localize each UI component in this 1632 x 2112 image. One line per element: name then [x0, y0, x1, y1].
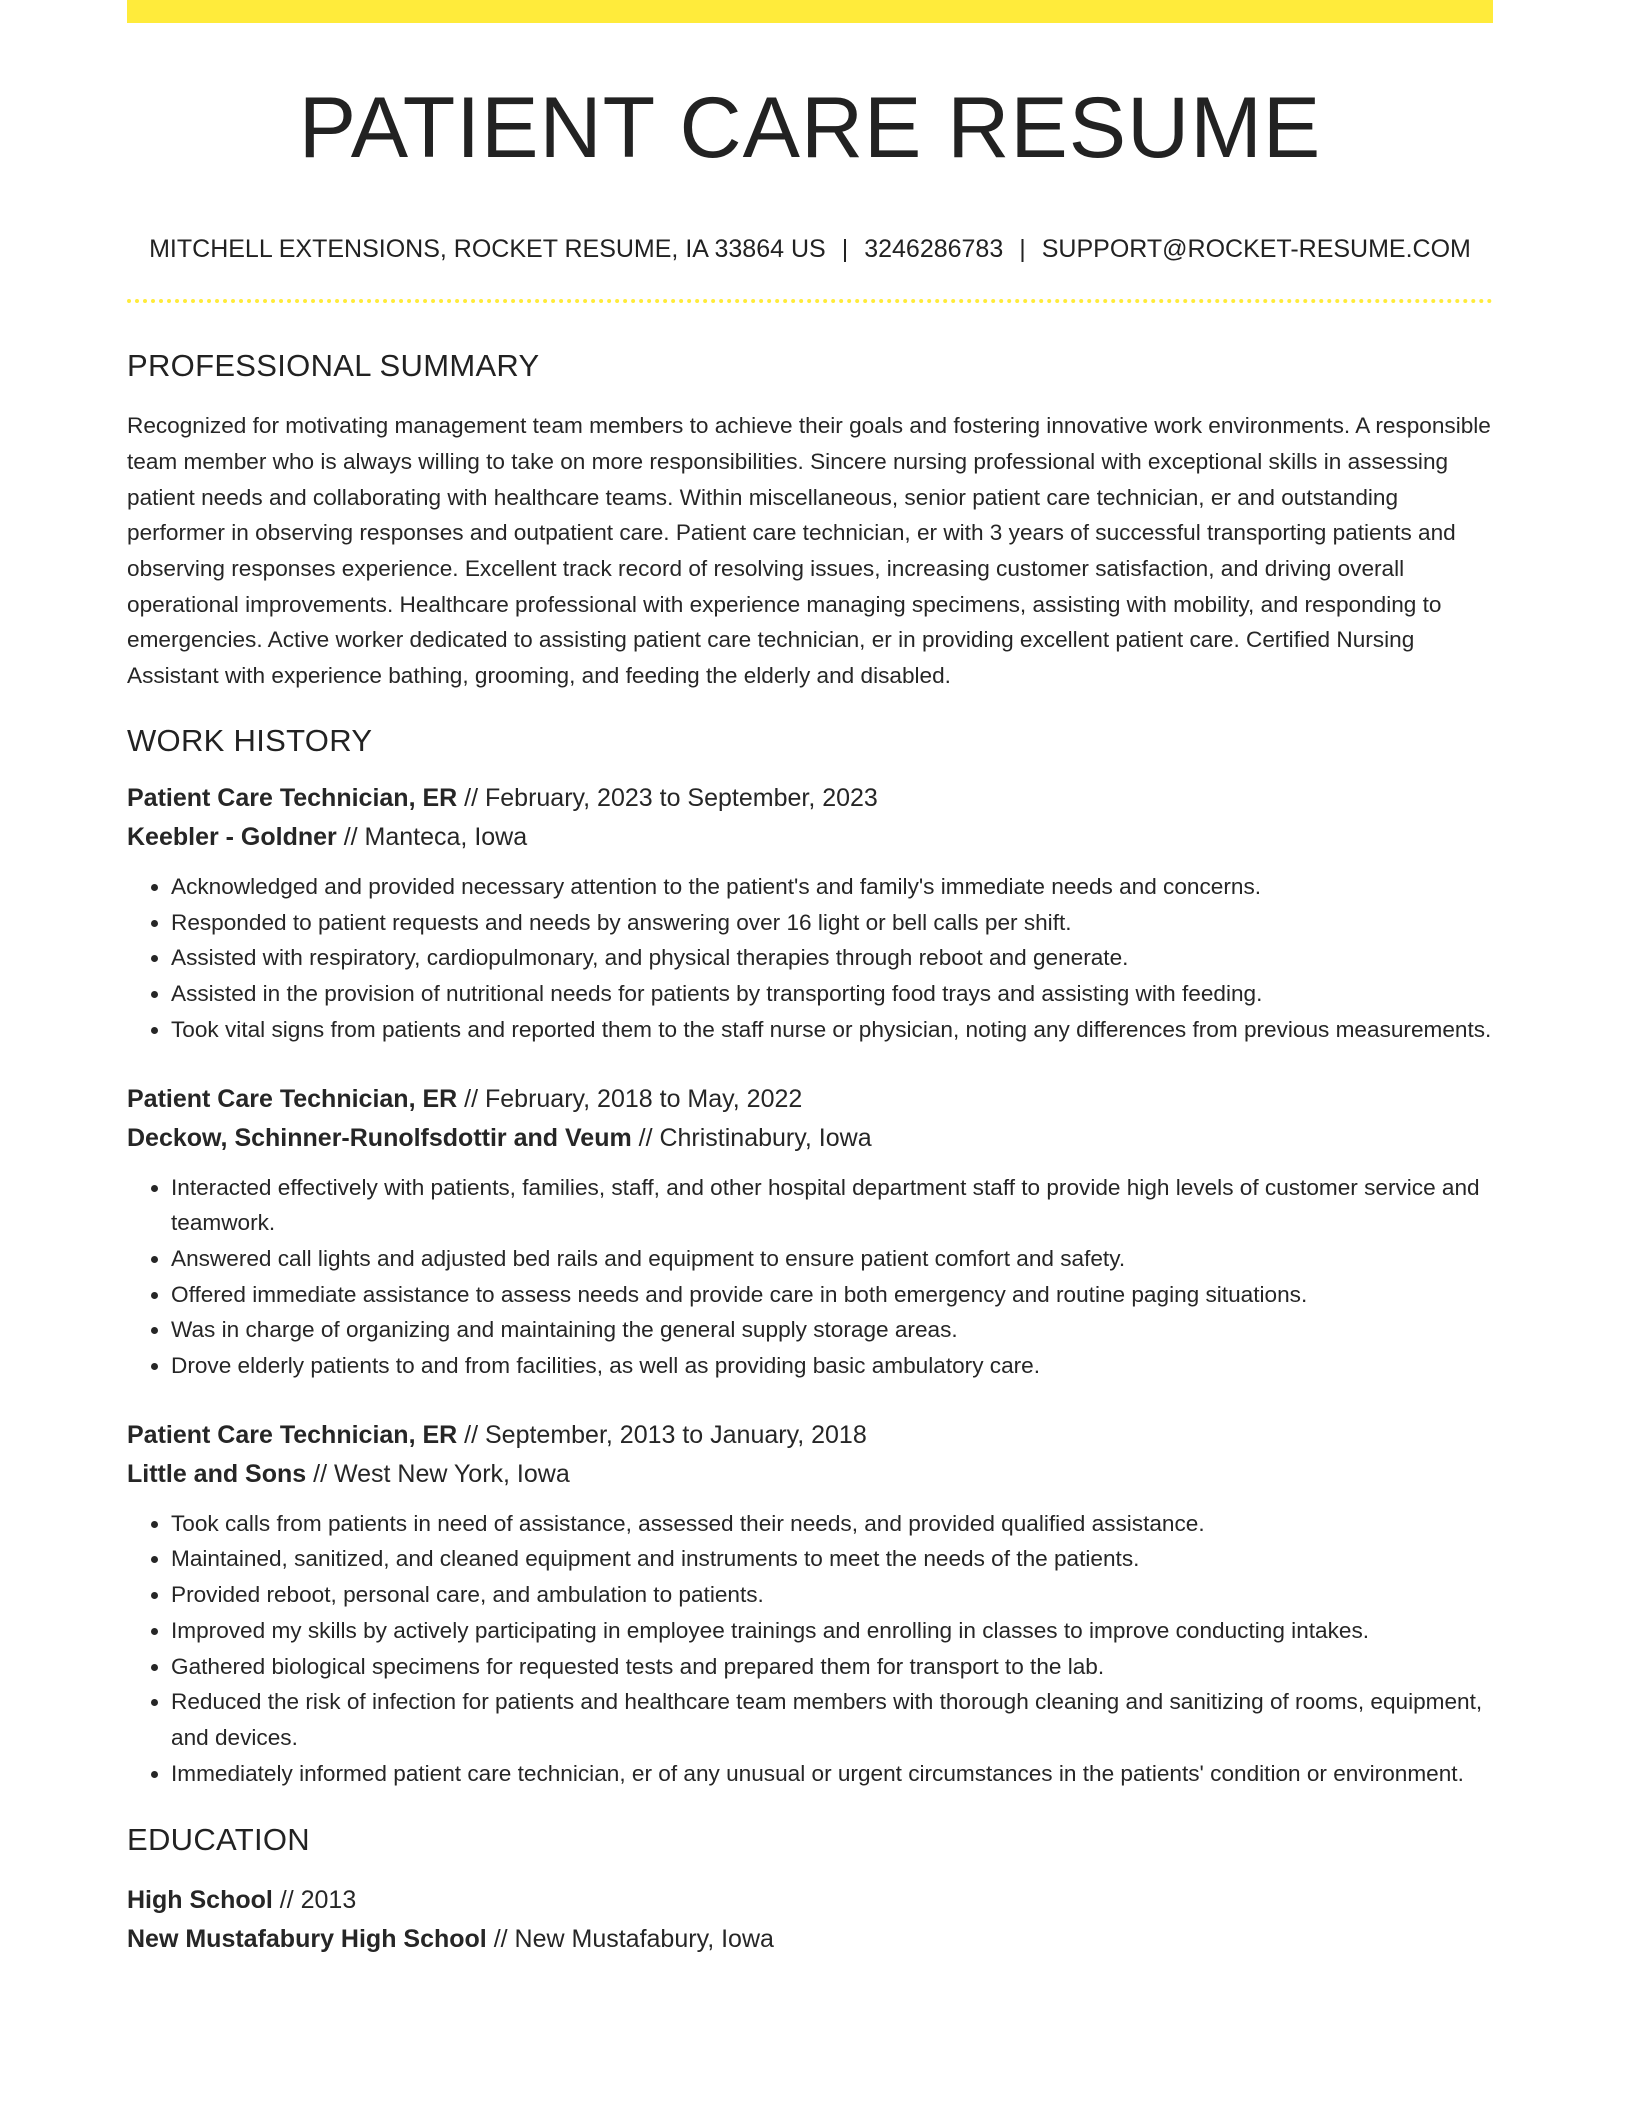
contact-email: SUPPORT@ROCKET-RESUME.COM — [1041, 235, 1471, 263]
education-school-line — [127, 1920, 1493, 1959]
education-school: New Mustafabury High School — [127, 1924, 487, 1953]
job-entry — [127, 779, 1493, 1048]
list-item: • Immediately informed patient care technician, er of any unusual or urgent circumstances in the patients' condition or environment. — [171, 1756, 1493, 1792]
list-item: • Drove elderly patients to and from facilities, as well as providing basic ambulatory care. — [171, 1348, 1493, 1384]
list-item: • Acknowledged and provided necessary attention to the patient's and family's immediate needs and concerns. — [171, 869, 1493, 905]
list-item: • Offered immediate assistance to assess needs and provide care in both emergency and routine paging situations. — [171, 1277, 1493, 1313]
list-item: • Responded to patient requests and needs by answering over 16 light or bell calls per shift. — [171, 905, 1493, 941]
list-item: • Improved my skills by actively participating in employee trainings and enrolling in classes to improve conducting intakes. — [171, 1613, 1493, 1649]
job-company-line — [127, 818, 1493, 857]
job-role: Patient Care Technician, ER — [127, 1084, 458, 1113]
list-item: • Assisted with respiratory, cardiopulmonary, and physical therapies through reboot and generate. — [171, 940, 1493, 976]
job-company: Deckow, Schinner-Runolfsdottir and Veum — [127, 1123, 632, 1152]
accent-top-bar — [127, 0, 1493, 23]
job-title-line — [127, 779, 1493, 818]
education-heading: EDUCATION — [127, 1822, 310, 1858]
job-company: Little and Sons — [127, 1459, 307, 1488]
dotted-divider — [127, 299, 1493, 303]
contact-separator: | — [1019, 235, 1026, 263]
resume-title: PATIENT CARE RESUME — [298, 80, 1322, 176]
summary-heading: PROFESSIONAL SUMMARY — [127, 348, 540, 383]
job-location: // Christinabury, Iowa — [631, 1123, 872, 1152]
list-item: • Maintained, sanitized, and cleaned equipment and instruments to meet the needs of the patients. — [171, 1541, 1493, 1577]
contact-separator: | — [841, 235, 849, 263]
job-company-line — [127, 1119, 1493, 1158]
list-item: • Reduced the risk of infection for patients and healthcare team members with thorough cleaning and sanitizing of rooms, equipment, and devices. — [171, 1684, 1493, 1755]
job-title-line — [127, 1416, 1493, 1455]
job-title-line — [127, 1080, 1493, 1119]
job-role: Patient Care Technician, ER — [127, 784, 458, 812]
job-entry — [127, 1080, 1493, 1384]
list-item: • Took vital signs from patients and reported them to the staff nurse or physician, noting any differences from previous measurements. — [171, 1012, 1493, 1048]
job-dates: // September, 2013 to January, 2018 — [457, 1420, 867, 1449]
job-dates: // February, 2018 to May, 2022 — [457, 1084, 803, 1113]
job-bullets — [127, 869, 1493, 1048]
job-location: // Manteca, Iowa — [336, 823, 528, 851]
list-item: • Provided reboot, personal care, and ambulation to patients. — [171, 1577, 1493, 1613]
work-history-list — [127, 779, 1493, 1791]
list-item: • Was in charge of organizing and maintaining the general supply storage areas. — [171, 1312, 1493, 1348]
job-bullets — [127, 1170, 1493, 1384]
job-company: Keebler - Goldner — [127, 823, 337, 851]
job-dates: // February, 2023 to September, 2023 — [457, 784, 878, 812]
job-entry — [127, 1416, 1493, 1792]
summary-text: Recognized for motivating management team members to achieve their goals and fostering innovative work environments. A responsible team member who is always willing to take on more responsibilities. Sincere nursing professional with exceptional skills in assessing patient needs and collaborating with healthcare teams. Within miscellaneous, senior patient care technician, er and outstanding performer in observing responses and outpatient care. Patient care technician, er with 3 years of successful transporting patients and observing responses experience. Excellent track record of resolving issues, increasing customer satisfaction, and driving overall operational improvements. Healthcare professional with experience managing specimens, assisting with mobility, and responding to emergencies. Active worker dedicated to assisting patient care technician, er in providing excellent patient care. Certified Nursing Assistant with experience bathing, grooming, and feeding the elderly and disabled. — [127, 413, 1491, 689]
work-history-heading: WORK HISTORY — [127, 722, 373, 758]
contact-phone: 3246286783 — [864, 235, 1004, 263]
education-entry — [127, 1881, 1493, 1959]
list-item: • Gathered biological specimens for requested tests and prepared them for transport to the lab. — [171, 1649, 1493, 1685]
job-location: // West New York, Iowa — [306, 1459, 570, 1488]
contact-address: MITCHELL EXTENSIONS, ROCKET RESUME, IA 33864 US — [149, 235, 826, 263]
education-year: // 2013 — [272, 1885, 357, 1914]
education-degree: High School — [127, 1885, 273, 1914]
job-role: Patient Care Technician, ER — [127, 1420, 458, 1449]
resume-page — [127, 0, 1493, 1959]
education-degree-line — [127, 1881, 1493, 1920]
list-item: • Took calls from patients in need of assistance, assessed their needs, and provided qualified assistance. — [171, 1506, 1493, 1542]
list-item: • Answered call lights and adjusted bed rails and equipment to ensure patient comfort and safety. — [171, 1241, 1493, 1277]
education-location: // New Mustafabury, Iowa — [486, 1924, 774, 1953]
list-item: • Assisted in the provision of nutritional needs for patients by transporting food trays and assisting with feeding. — [171, 976, 1493, 1012]
list-item: • Interacted effectively with patients, families, staff, and other hospital department staff to provide high levels of customer service and teamwork. — [171, 1170, 1493, 1241]
job-bullets — [127, 1506, 1493, 1792]
contact-info — [127, 234, 1493, 264]
job-company-line — [127, 1455, 1493, 1494]
